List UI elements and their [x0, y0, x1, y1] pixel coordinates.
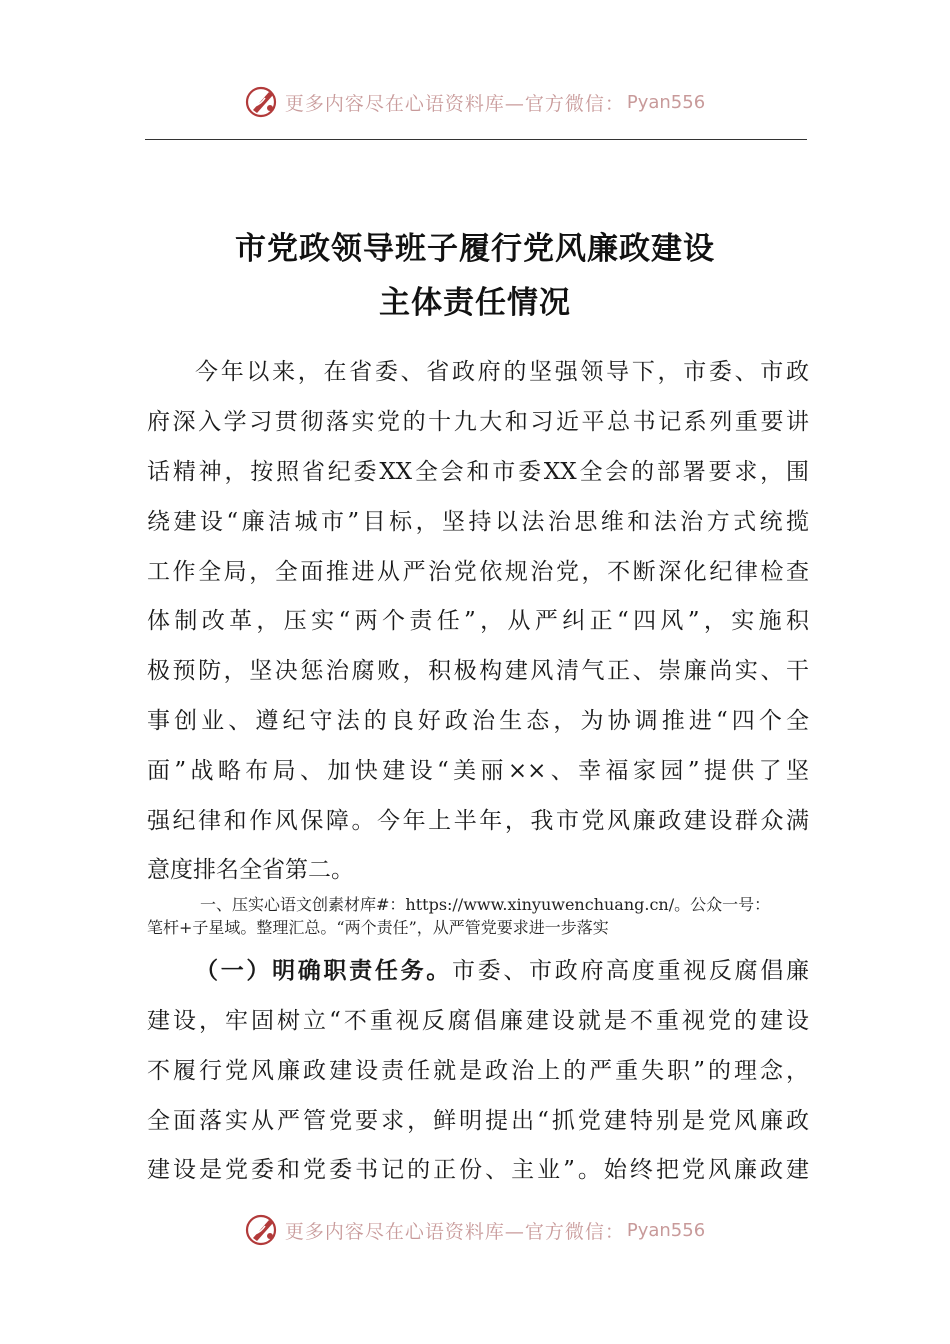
header-watermark: [0, 82, 950, 122]
section-heading-line-2: 笔杆+子星域。整理汇总。“两个责任”，从严管党要求进一步落实: [147, 918, 609, 937]
paragraph-1-line: 工作全局，全面推进从严治党依规治党，不断深化纪律检查: [147, 559, 809, 585]
document-title-line-2: 主体责任情况: [379, 285, 571, 321]
paragraph-2-line: 不履行党风廉政建设责任就是政治上的严重失职”的理念，: [147, 1058, 809, 1084]
paragraph-1-line: 话精神，按照省纪委XX全会和市委XX全会的部署要求，围: [147, 459, 809, 485]
watermark-wechat-id: Pyan556: [626, 91, 706, 113]
paragraph-1-line: 极预防，坚决惩治腐败，积极构建风清气正、崇廉尚实、干: [147, 658, 809, 684]
paragraph-1-line: 强纪律和作风保障。今年上半年，我市党风廉政建设群众满: [147, 808, 809, 834]
paragraph-1-line: 面”战略布局、加快建设“美丽××、幸福家园”提供了坚: [147, 758, 809, 784]
watermark-text: 更多内容尽在心语资料库—官方微信：: [284, 92, 625, 115]
paragraph-2-line: 建设，牢固树立“不重视反腐倡廉建设就是不重视党的建设: [147, 1008, 809, 1034]
paragraph-1-line: 意度排名全省第二。: [147, 857, 354, 883]
paragraph-2-first-line: [195, 956, 809, 986]
section-heading-line-1: 一、压实心语文创素材库#：https://www.xinyuwenchuang.cn/。公众一号：: [200, 895, 771, 914]
paragraph-1-line: 府深入学习贯彻落实党的十九大和习近平总书记系列重要讲: [147, 409, 809, 435]
paragraph-1-line: 事创业、遵纪守法的良好政治生态，为协调推进“四个全: [147, 708, 809, 734]
paragraph-1-line: 今年以来，在省委、省政府的坚强领导下，市委、市政: [195, 359, 809, 385]
paragraph-2-line: 全面落实从严管党要求，鲜明提出“抓党建特别是党风廉政: [147, 1108, 809, 1134]
watermark-wechat-id: Pyan556: [626, 1219, 706, 1241]
paragraph-2-first-text: 市委、市政府高度重视反腐倡廉: [451, 958, 810, 984]
footer-watermark: [0, 1210, 950, 1250]
pen-logo-icon: [245, 1212, 281, 1248]
paragraph-1-line: 绕建设“廉洁城市”目标，坚持以法治思维和法治方式统揽: [147, 509, 809, 535]
document-title-line-1: 市党政领导班子履行党风廉政建设: [235, 231, 715, 267]
header-divider: [145, 139, 807, 140]
pen-logo-icon: [245, 84, 281, 120]
watermark-text: 更多内容尽在心语资料库—官方微信：: [284, 1220, 625, 1243]
paragraph-1-line: 体制改革，压实“两个责任”，从严纠正“四风”，实施积: [147, 608, 809, 634]
paragraph-2-line: 建设是党委和党委书记的正份、主业”。始终把党风廉政建: [147, 1157, 809, 1183]
subsection-heading: （一）明确职责任务。: [195, 957, 452, 984]
